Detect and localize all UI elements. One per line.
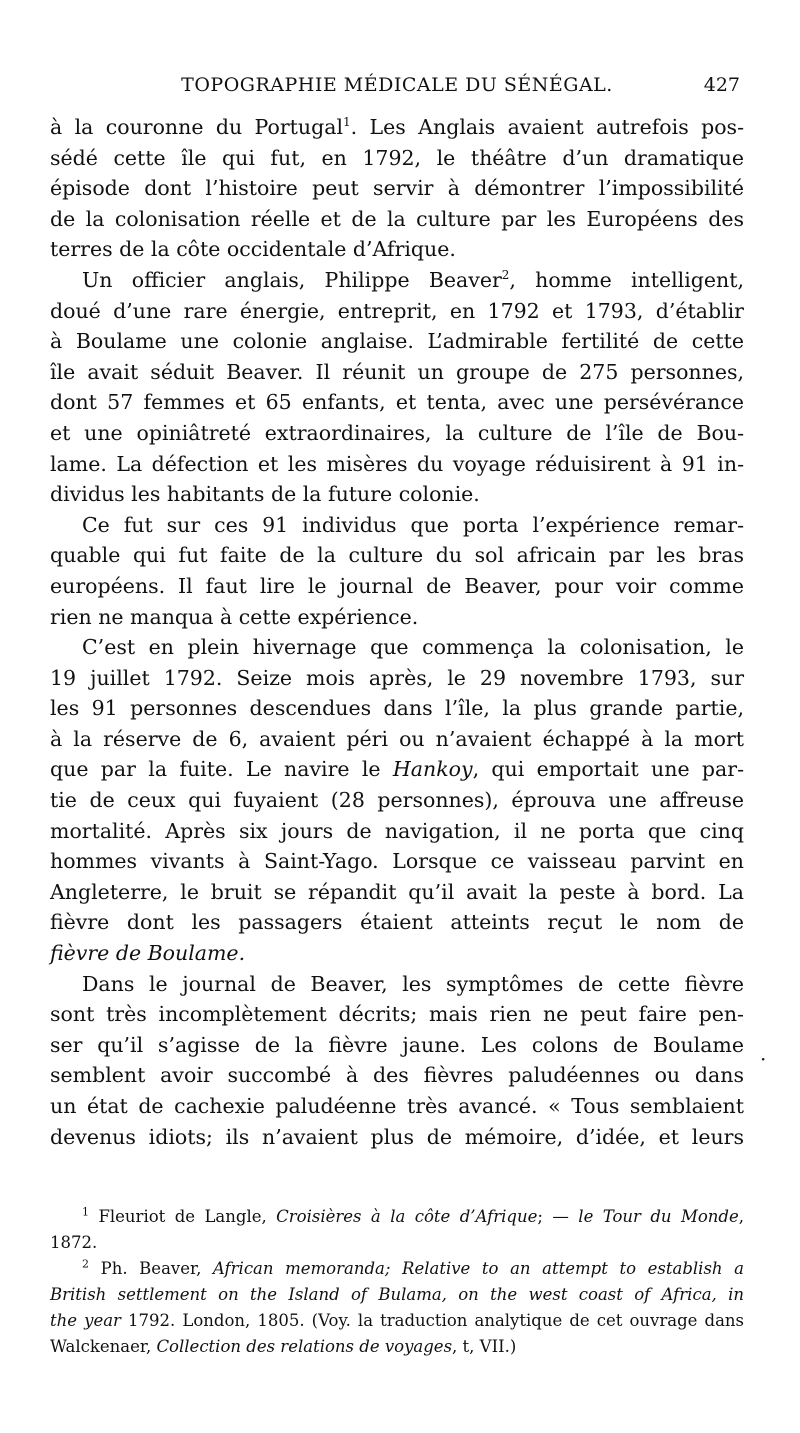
text-line: de la colonisation réelle et de la culture par les Européens des	[50, 206, 744, 231]
text-line: mortalité. Après six jours de navigation, il ne porta que cinq	[50, 818, 744, 843]
text-line: C’est en plein hivernage que commença la colonisation, le	[82, 635, 744, 660]
text-span: . Les Anglais avaient autrefois pos-	[350, 115, 745, 139]
running-title: TOPOGRAPHIE MÉDICALE DU SÉNÉGAL.	[181, 74, 613, 96]
footnote-line	[50, 1256, 744, 1282]
text-line: les 91 personnes descendues dans l’île, la plus grande partie,	[50, 696, 744, 721]
footnote-ref: 1	[343, 115, 351, 130]
text-span: Ph. Beaver,	[100, 1259, 213, 1278]
text-line	[50, 265, 744, 296]
text-span: à la couronne du Portugal	[50, 115, 344, 139]
text-line: et une opiniâtreté extraordinaires, la culture de l’île de Bou-	[50, 420, 744, 445]
footnote-line: British settlement on the Island of Bulama, on the west coast of Africa, in	[50, 1285, 744, 1304]
footnote-line	[50, 1308, 744, 1334]
footnote-ref: 2	[501, 268, 510, 283]
text-line: fièvre de Boulame.	[50, 941, 246, 966]
text-span: le Tour du Monde	[578, 1207, 739, 1226]
footnote-line: 1872.	[50, 1233, 98, 1252]
text-line: à Boulame une colonie anglaise. L’admirable fertilité de cette	[50, 329, 744, 354]
text-line: hommes vivants à Saint-Yago. Lorsque ce vaisseau parvint en	[50, 849, 744, 874]
text-span: Croisières à la côte d’Afrique	[276, 1207, 538, 1226]
footnote-line	[50, 1204, 744, 1230]
text-line: sont très incomplètement décrits; mais rien ne peut faire pen-	[50, 1002, 744, 1027]
text-span: , t, VII.)	[452, 1337, 517, 1356]
text-line	[50, 112, 744, 143]
text-line: semblent avoir succombé à des fièvres paludéennes ou dans	[50, 1063, 744, 1088]
text-span: African memoranda; Relative to an attempt to establish a	[212, 1259, 744, 1278]
text-line: 19 juillet 1792. Seize mois après, le 29 novembre 1793, sur	[50, 665, 744, 690]
text-line: fièvre dont les passagers étaient atteints reçut le nom de	[50, 910, 744, 935]
text-span: Un officier anglais, Philippe Beaver	[82, 267, 502, 292]
text-span: Walckenaer,	[50, 1337, 157, 1356]
text-line: sédé cette île qui fut, en 1792, le théâtre d’un dramatique	[50, 145, 744, 170]
text-line: Ce fut sur ces 91 individus que porta l’expérience remar-	[82, 512, 744, 537]
text-line: rien ne manqua à cette expérience.	[50, 604, 419, 629]
text-line: ser qu’il s’agisse de la fièvre jaune. Les colons de Boulame	[50, 1032, 744, 1057]
footnote-line	[50, 1334, 744, 1360]
text-span: 1792. London, 1805. (Voy. la traduction analytique de cet ouvrage dans	[120, 1311, 745, 1330]
text-line: un état de cachexie paludéenne très avancé. « Tous semblaient	[50, 1094, 744, 1118]
text-span: ; —	[537, 1207, 579, 1226]
text-line: quable qui fut faite de la culture du sol africain par les bras	[50, 543, 744, 568]
text-line: Dans le journal de Beaver, les symptômes de cette fièvre	[82, 971, 744, 996]
running-header	[50, 70, 744, 104]
text-line: lame. La défection et les misères du voyage réduisirent à 91 in-	[50, 451, 744, 476]
text-line: épisode dont l’histoire peut servir à démontrer l’impossibilité	[50, 176, 744, 201]
margin-mark: ·	[760, 1047, 767, 1071]
text-span: the year	[50, 1311, 121, 1330]
text-line: île avait séduit Beaver. Il réunit un groupe de 275 personnes,	[50, 359, 744, 384]
footnote-mark: 1	[82, 1205, 89, 1219]
text-line: devenus idiots; ils n’avaient plus de mémoire, d’idée, et leurs	[50, 1124, 744, 1149]
text-span: , homme intelligent,	[509, 267, 744, 292]
body-text	[50, 112, 744, 1152]
text-line: doué d’une rare énergie, entreprit, en 1792 et 1793, d’établir	[50, 298, 744, 323]
text-span: que par la fuite. Le navire le	[50, 757, 393, 782]
text-line	[50, 754, 744, 785]
text-line: terres de la côte occidentale d’Afrique.	[50, 237, 456, 262]
text-line: à la réserve de 6, avaient péri ou n’avaient échappé à la mort	[50, 726, 744, 751]
text-line: dividus les habitants de la future colonie.	[50, 482, 480, 507]
text-line: européens. Il faut lire le journal de Beaver, pour voir comme	[50, 573, 744, 598]
text-span: Fleuriot de Langle,	[98, 1207, 277, 1226]
text-line: tie de ceux qui fuyaient (28 personnes), éprouva une affreuse	[50, 788, 744, 813]
text-line: dont 57 femmes et 65 enfants, et tenta, avec une persévérance	[50, 390, 744, 415]
text-span: Collection des relations de voyages	[156, 1337, 453, 1356]
text-span: ,	[738, 1207, 745, 1226]
ship-name: Hankoy	[392, 757, 473, 782]
footnotes	[50, 1204, 744, 1360]
text-span: , qui emportait une par-	[472, 757, 745, 782]
page-number: 427	[703, 74, 740, 96]
text-line: Angleterre, le bruit se répandit qu’il avait la peste à bord. La	[50, 879, 744, 904]
footnote-mark: 2	[82, 1257, 89, 1271]
